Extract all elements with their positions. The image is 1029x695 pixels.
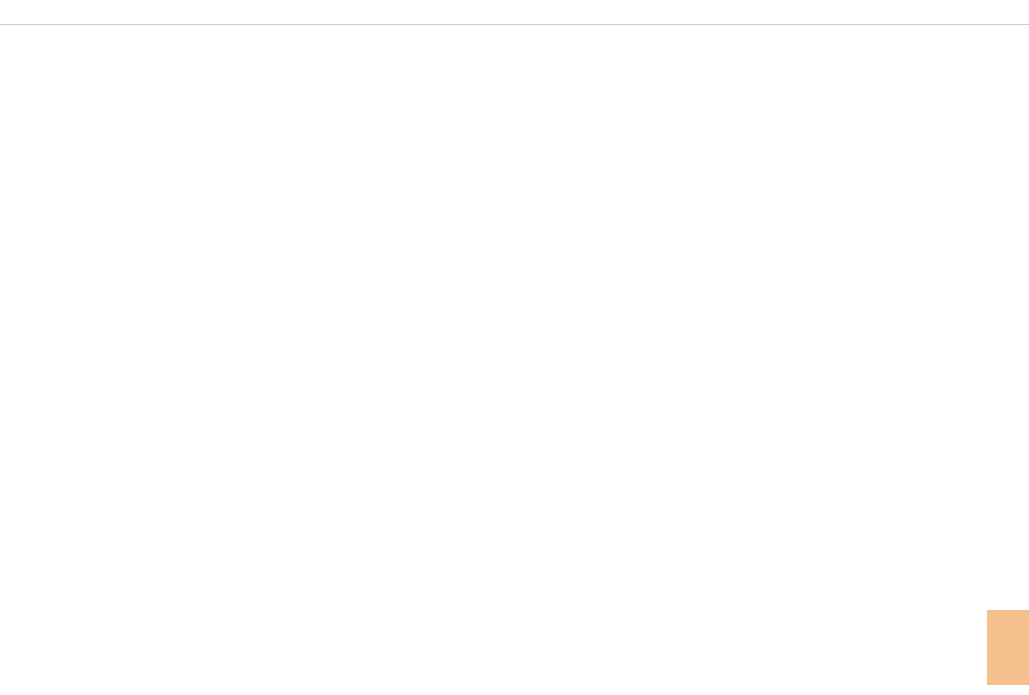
yukor-logo [4, 2, 76, 24]
header-divider [0, 24, 1029, 25]
flagman-tag [987, 610, 1029, 685]
